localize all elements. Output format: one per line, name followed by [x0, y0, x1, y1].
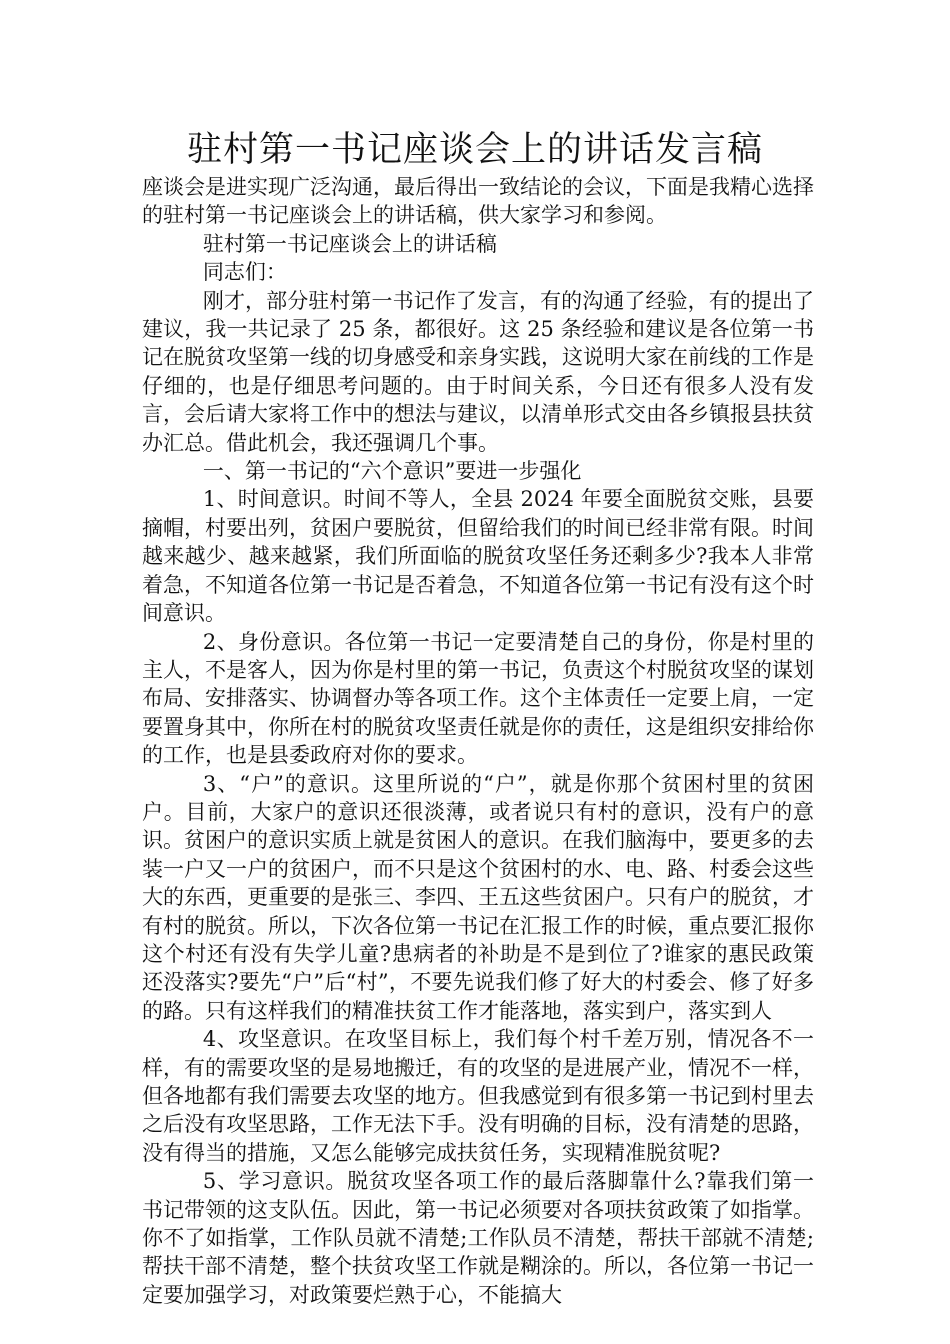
paragraph-identity-awareness: 2、身份意识。各位第一书记一定要清楚自己的身份，你是村里的主人，不是客人，因为你是村里的第一书记，负责这个村脱贫攻坚的谋划布局、安排落实、协调督办等各项工作。这个主体责任一定要上肩，一定要置身其中，你所在村的脱贫攻坚责任就是你的责任，这是组织安排给你的工作，也是县委政府对你的要求。	[142, 629, 814, 768]
paragraph-tackling-awareness: 4、攻坚意识。在攻坚目标上，我们每个村千差万别，情况各不一样，有的需要攻坚的是易地搬迁，有的攻坚的是进展产业，情况不一样，但各地都有我们需要去攻坚的地方。但我感觉到有很多第一书记到村里去之后没有攻坚思路，工作无法下手。没有明确的目标，没有清楚的思路，没有得当的措施，又怎么能够完成扶贫任务，实现精准脱贫呢?	[142, 1027, 814, 1165]
intro-paragraph: 座谈会是进实现广泛沟通，最后得出一致结论的会议，下面是我精心选择的驻村第一书记座谈会上的讲话稿，供大家学习和参阅。	[142, 175, 814, 228]
paragraph-learning-awareness: 5、学习意识。脱贫攻坚各项工作的最后落脚靠什么?靠我们第一书记带领的这支队伍。因此，第一书记必须要对各项扶贫政策了如指掌。你不了如指掌，工作队员就不清楚;工作队员不清楚，帮扶干部就不清楚;帮扶干部不清楚，整个扶贫攻坚工作就是糊涂的。所以，各位第一书记一定要加强学习，对政策要烂熟于心，不能搞大	[142, 1169, 814, 1307]
speech-heading: 驻村第一书记座谈会上的讲话稿	[202, 231, 497, 256]
document-body	[142, 173, 814, 1309]
salutation: 同志们：	[202, 260, 287, 285]
document-title: 驻村第一书记座谈会上的讲话发言稿	[186, 130, 763, 170]
paragraph-opening: 刚才，部分驻村第一书记作了发言，有的沟通了经验，有的提出了建议，我一共记录了 25 条，都很好。这 25 条经验和建议是各位第一书记在脱贫攻坚第一线的切身感受和亲身实践，这说明大家在前线的工作是仔细的，也是仔细思考问题的。由于时间关系，今日还有很多人没有发言，会后请大家将工作中的想法与建议，以清单形式交由各乡镇报县扶贫办汇总。借此机会，我还强调几个事。	[142, 288, 814, 455]
section-heading-1: 一、第一书记的“六个意识”要进一步强化	[202, 459, 582, 484]
paragraph-time-awareness: 1、时间意识。时间不等人，全县 2024 年要全面脱贫交账，县要摘帽，村要出列，贫困户要脱贫，但留给我们的时间已经非常有限。时间越来越少、越来越紧，我们所面临的脱贫攻坚任务还剩多少?我本人非常着急，不知道各位第一书记是否着急，不知道各位第一书记有没有这个时间意识。	[142, 487, 814, 626]
paragraph-household-awareness: 3、“户”的意识。这里所说的“户”，就是你那个贫困村里的贫困户。目前，大家户的意识还很淡薄，或者说只有村的意识，没有户的意识。贫困户的意识实质上就是贫困人的意识。在我们脑海中，要更多的去装一户又一户的贫困户，而不只是这个贫困村的水、电、路、村委会这些大的东西，更重要的是张三、李四、王五这些贫困户。只有户的脱贫，才有村的脱贫。所以，下次各位第一书记在汇报工作的时候，重点要汇报你这个村还有没有失学儿童?患病者的补助是不是到位了?谁家的惠民政策还没落实?要先“户”后“村”，不要先说我们修了好大的村委会、修了好多的路。只有这样我们的精准扶贫工作才能落地，落实到户，落实到人	[142, 771, 814, 1023]
